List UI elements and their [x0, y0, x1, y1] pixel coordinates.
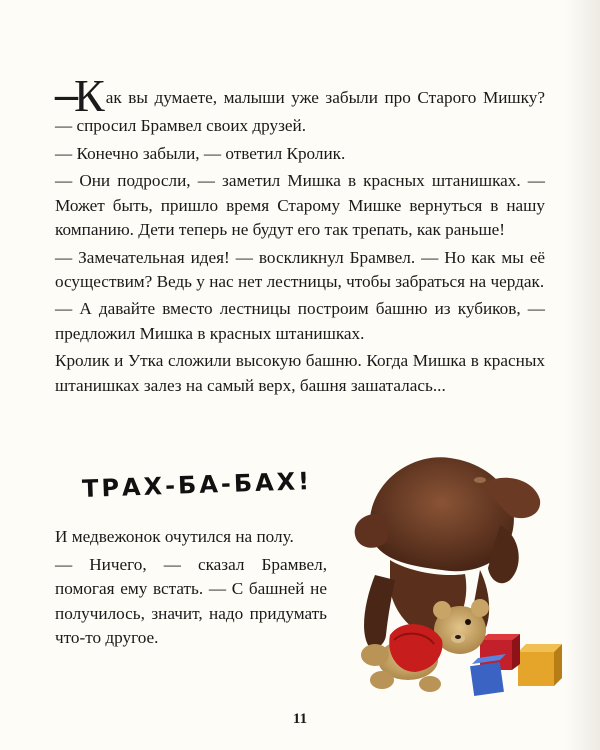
paragraph-2: — Конечно забыли, — ответил Кролик. — [55, 143, 346, 163]
paragraph-1 — [55, 68, 545, 138]
sound-effect-heading: ТРАХ-БА-БАХ! — [81, 466, 313, 504]
paragraph-7: И медвежонок очутился на полу. — [55, 527, 294, 546]
main-text — [55, 68, 545, 401]
toy-bears-illustration — [330, 440, 600, 710]
paragraph-text: ак вы думаете, малыши уже забыли про Старого Мишку? — спросил Брамвел своих друзей. — [55, 88, 545, 135]
toy-blocks — [470, 634, 562, 696]
dropcap-letter: К — [74, 70, 105, 121]
paragraph-6: Кролик и Утка сложили высокую башню. Когда Мишка в красных штанишках залез на самый верх, башня зашаталась... — [55, 351, 545, 395]
paragraph-5: — А давайте вместо лестницы построим башню из кубиков, — предложил Мишка в красных штанишках. — [55, 299, 545, 343]
paragraph-3: — Они подросли, — заметил Мишка в красных штанишках. — Может быть, пришло время Старому Мишке вернуться в нашу компанию. Дети теперь не будут его так трепать, как раньше! — [55, 171, 545, 239]
paragraph-8: — Ничего, — сказал Брамвел, помогая ему встать. — С башней не получилось, значит, надо придумать что-то другое. — [55, 554, 327, 648]
paragraph-4: — Замечательная идея! — воскликнул Брамвел. — Но как мы её осуществим? Ведь у нас нет лестницы, чтобы забраться на чердак. — [55, 247, 545, 291]
page-number: 11 — [292, 711, 308, 727]
lower-text — [55, 525, 327, 654]
dropcap-dash: – — [55, 68, 74, 119]
